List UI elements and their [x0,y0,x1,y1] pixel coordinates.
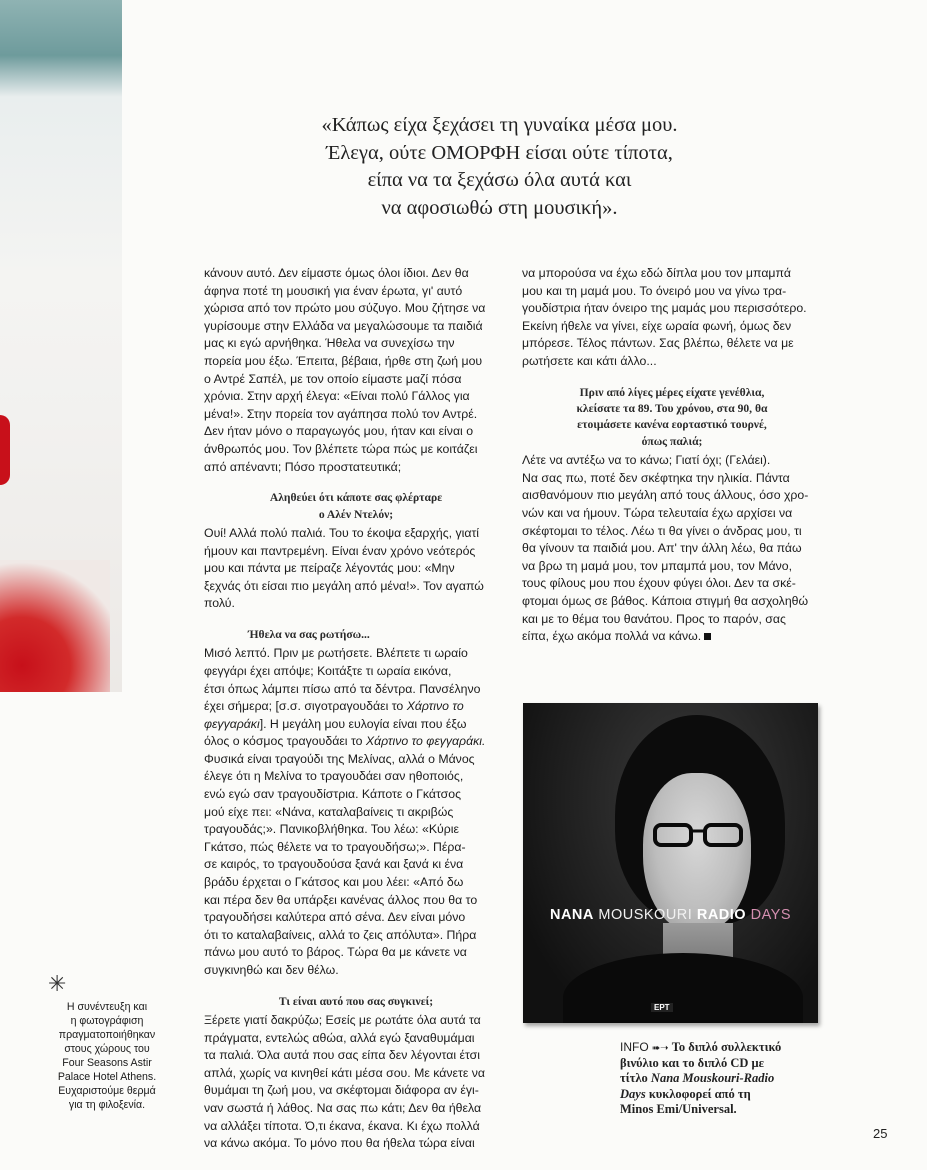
song-title: Χάρτινο το [406,699,464,714]
text-line: μου και πάντα με πείραζε λέγοντάς μου: «Μην [204,561,455,576]
info-line: Minos Emi/Universal. [620,1101,737,1116]
pull-quote-line: Έλεγα, ούτε ΟΜΟΡΦΗ είσαι ούτε τίποτα, [326,141,673,164]
text-line: Εκείνη ήθελε να γίνει, είχε ωραία φωνή, όμως δεν [522,318,792,333]
sidenote-line: η φωτογράφιση [70,1015,144,1027]
text-line: πράγματα, εντελώς αθώα, αλλά εγώ ξαναθυμάμαι [204,1030,475,1045]
interview-question [204,490,508,523]
text-line: άνθρωπός μου. Τον βλέπετε τώρα πώς με κοιτάζει [204,441,478,456]
text-line: φεγγάρι έχει απόψε; Κοιτάξτε τι ωραία εικόνα, [204,663,452,678]
text-line: έτσι όπως λάμπει πίσω από τα δέντρα. Πανσέληνο [204,681,481,696]
text-line: Λέτε να αντέξω να το κάνω; Γιατί όχι; (Γελάει). [522,453,771,468]
text-line [522,628,822,646]
text-line: θυμάμαι τη ζωή μου, να σκέφτομαι διάφορα αν έγι- [204,1083,479,1098]
text-line: Ξέρετε γιατί δακρύζω; Εσείς με ρωτάτε όλα αυτά τα [204,1013,481,1027]
text-line: ο Αντρέ Σαπέλ, με τον οποίο είμαστε μαζί πόσα [204,371,462,386]
album-name: Nana Mouskouri-Radio [650,1071,775,1086]
info-label: INFO [620,1040,649,1054]
broadcaster-logo: ΕΡΤ [651,1003,673,1012]
info-line [620,1087,830,1102]
album-cover-image [523,703,818,1023]
info-line: βινύλιο και το διπλό CD με [620,1056,764,1071]
info-line [620,1071,830,1086]
text-line: τα παλιά. Όλα αυτά που σας είπα δεν λέγονται έτσι [204,1048,480,1063]
text-line: γουδίστρια ήταν όνειρο της μαμάς μου περισσότερο. [522,301,807,316]
pull-quote-line: «Κάπως είχα ξεχάσει τη γυναίκα μέσα μου. [321,114,678,136]
arrow-icon: ➠➝ [651,1043,669,1054]
text-line: Μισό λεπτό. Πριν με ρωτήσετε. Βλέπετε τι ωραίο [204,646,468,661]
text-line: να αλλάξει τίποτα. Ό,τι έκανα, έκανα. Κι έχω πολλά [204,1118,480,1133]
info-box [620,1040,830,1117]
pull-quote-line: να αφοσιωθώ στη μουσική». [381,196,618,219]
text-line: μένα!». Στην πορεία τον αγάπησα πολύ τον Αντρέ. [204,406,478,421]
text-line: ενώ εγώ σαν τραγουδίστρια. Κάποτε ο Γκάτσος [204,787,461,802]
text-line: και με το θέμα του θανάτου. Προς το παρόν, σας [522,611,786,626]
text-line: και πέρα δεν θα υπάρξει κανένας άλλος που θα το [204,892,478,907]
question-line: Ήθελα να σας ρωτήσω... [248,627,370,641]
text-line: σκέφτομαι το τέλος. Λέω τι θα γίνει ο άνδρας μου, τι [522,523,802,538]
text-line: μου και τη μαμά μου. Το όνειρό μου να γίνω τρα- [522,283,787,298]
info-text: Το διπλό συλλεκτικό [671,1040,782,1054]
text-line: γυρίσουμε στην Ελλάδα να μεγαλώσουμε τα παιδιά [204,318,483,333]
paragraph [204,265,508,476]
text-line [204,733,508,751]
text-line [204,716,508,734]
sidenote-line: Ευχαριστούμε θερμά [58,1085,156,1097]
question-line: όπως παλιά; [641,434,703,448]
album-title-word: DAYS [750,907,792,923]
paragraph [522,265,822,371]
pull-quote [262,112,737,222]
text-line: μού είχε πει: «Νάνα, καταλαβαίνεις τι ακριβώς [204,804,454,819]
question-line: κλείσατε τα 89. Του χρόνου, στα 90, θα [576,401,768,415]
text-line: Φυσικά είναι τραγούδι της Μελίνας, αλλά ο Μάνος [204,751,475,766]
cover-photo-fragment [0,0,122,692]
album-title-word: RADIO [696,907,747,923]
text-line: ξεχνάς ότι είσαι πιο μεγάλη από μένα!». Τον αγαπώ [204,578,484,593]
sidenote-line: Palace Hotel Athens. [57,1071,157,1083]
album-title [523,907,818,923]
text-line: πολύ. [204,596,235,611]
text-line: από απέναντι; Πόσο προστατευτικά; [204,459,402,474]
album-title-word: MOUSKOURI [598,907,693,923]
paragraph [204,1012,508,1153]
end-of-article-mark [704,633,711,640]
text-line: έλεγε ότι η Μελίνα το τραγουδάει σαν ηθοποιός, [204,769,464,784]
sidenote-line: πραγματοποιήθηκαν [58,1029,156,1041]
paragraph [204,645,508,979]
text-line: να βρω τη μαμά μου, τον μπαμπά μου, τον Μάνο, [522,558,792,573]
song-title: Χάρτινο το φεγγαράκι. [365,734,486,749]
text-line: Δεν ήταν μόνο ο παραγωγός μου, ήταν και είναι ο [204,424,474,439]
text-line: τραγουδάς;». Πανικοβλήθηκα. Του λέω: «Κύριε [204,822,459,837]
text-run: έχει σήμερα; [σ.σ. σιγοτραγουδάει το [204,699,407,714]
interview-question [204,627,508,643]
text-line: μπόρεσε. Τέλος πάντων. Σας βλέπω, θέλετε να με [522,336,794,351]
paragraph [522,452,822,646]
text-line: ρωτήσετε και κάτι άλλο... [522,353,657,368]
text-line: Να σας πω, ποτέ δεν σκέφτηκα την ηλικία. Πάντα [522,470,790,485]
text-line: Γκάτσο, πώς θέλετε να το τραγουδήσω;». Πέρα- [204,839,466,854]
text-line: συγκινηθώ και δεν θέλω. [204,963,339,977]
text-line: σε καιρός, το τραγουδούσα ξανά και ξανά κι ένα [204,857,464,872]
question-line: ο Αλέν Ντελόν; [318,507,394,521]
glasses-icon [651,819,745,849]
text-line: χώρισα από τον πρώτο μου σύζυγο. Μου ζήτησε να [204,301,486,316]
interview-question [204,994,508,1010]
text-line: Ουί! Αλλά πολύ παλιά. Του το έκοψα εξαρχής, γιατί [204,525,480,540]
song-title: φεγγαράκι [204,716,260,731]
sidenote-line: Η συνέντευξη και [66,1001,148,1013]
sidenote-line: Four Seasons Astir [62,1057,152,1069]
text-line: μας κι εγώ αρνήθηκα. Ήθελα να συνεχίσω την [204,336,455,351]
interview-question [522,385,822,451]
album-title-word: NANA [549,907,594,923]
paragraph [204,525,508,613]
sidenote [41,1000,173,1112]
text-line: ήμουν και παντρεμένη. Είναι έναν χρόνο νεότερός [204,543,476,558]
text-line: κάνουν αυτό. Δεν είμαστε όμως όλοι ίδιοι. Δεν θα [204,266,469,280]
text-line: φτομαι όμως σε βάθος. Κάποια στιγμή θα ασχοληθώ [522,593,809,608]
text-line: βράδυ έρχεται ο Γκάτσος και μου λέει: «Από δω [204,875,464,890]
text-line: νών και να ήμουν. Τώρα τελευταία έχω αρχίσει να [522,505,793,520]
asterisk-icon: ✳ [48,972,67,997]
sidenote-line: για τη φιλοξενία. [68,1099,146,1111]
info-line [620,1040,830,1056]
question-line: ετοιμάσετε κανένα εορταστικό τουρνέ, [577,418,767,432]
text-line: θα γίνουν τα παιδιά μου. Απ' την άλλη λέω, θα πάω [522,541,802,556]
info-text: κυκλοφορεί από τη [645,1086,751,1101]
article-column-right [522,265,822,646]
question-line: Αληθεύει ότι κάποτε σας φλέρταρε [269,491,443,505]
text-line: αισθανόμουν πιο μεγάλη από τους άλλους, όσο χρο- [522,488,809,503]
text-line: τραγουδήσει καλύτερα από σένα. Δεν είναι μόνο [204,910,466,925]
question-line: Πριν από λίγες μέρες είχατε γενέθλια, [579,385,765,399]
article-column-left [204,265,508,1153]
photo-red-detail [0,415,10,485]
photo-red-dress [0,560,110,692]
text-line: ναν σωστά ή λάθος. Να σας πω κάτι; Δεν θα ήθελα [204,1100,482,1115]
page-number: 25 [873,1126,888,1141]
text-line: πορεία μου έξω. Έπειτα, βέβαια, ήρθε στη ζωή μου [204,353,483,368]
question-line: Τι είναι αυτό που σας συγκινεί; [278,994,434,1008]
text-line: χρόνια. Στην αρχή έλεγα: «Είναι πολύ Γάλλος για [204,389,470,404]
text-run: είπα, έχω ακόμα πολλά να κάνω. [522,629,702,644]
text-line: πάνω μου αυτό το βάρος. Τώρα θα με κάνετε να [204,945,467,960]
text-line: ότι το καταλαβαίνεις, αλλά το ζεις απόλυτα». Πήρα [204,927,477,942]
text-line: τους φίλους μου που έχουν φύγει όλοι. Δεν τα σκέ- [522,576,796,591]
sidenote-line: στους χώρους του [64,1043,150,1055]
text-run: ]. Η μεγάλη μου ευλογία είναι που έξω [259,716,467,731]
text-line: άφηνα ποτέ τη μουσική για έναν έρωτα, γι' αυτό [204,283,463,298]
text-line: να μπορούσα να έχω εδώ δίπλα μου τον μπαμπά [522,266,791,280]
text-line: να κάνω ακόμα. Το μόνο που θα ήθελα τώρα είναι [204,1136,475,1151]
text-line: απλά, χωρίς να κινηθεί κάτι μέσα σου. Με κάνετε να [204,1065,485,1080]
pull-quote-line: είπα να τα ξεχάσω όλα αυτά και [367,169,632,191]
text-run: όλος ο κόσμος τραγουδάει το [204,734,366,749]
album-name: Days [620,1086,646,1101]
info-text: τίτλο [620,1071,651,1086]
text-line [204,698,508,716]
